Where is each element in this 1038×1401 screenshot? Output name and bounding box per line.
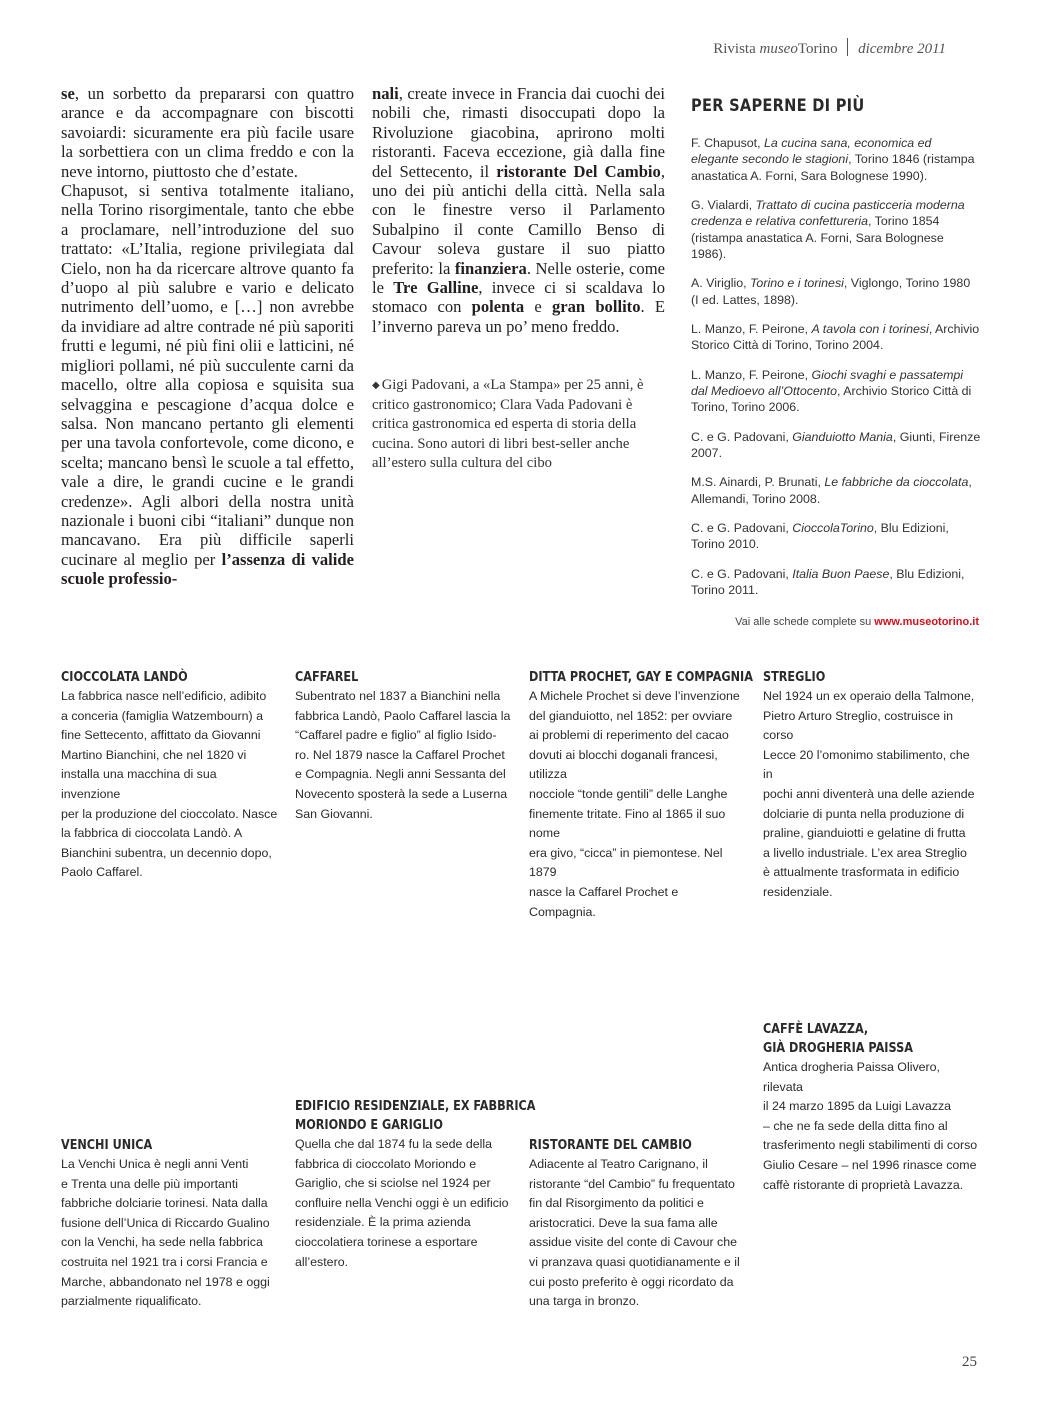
entry-text-line: Subentrato nel 1837 a Bianchini nella: [295, 689, 501, 703]
entry-text-line: La fabbrica nasce nell’edificio, adibito: [61, 689, 267, 703]
entry-text-line: nocciole “tonde gentili” delle Langhe: [529, 786, 728, 801]
entry-text-line: Paolo Caffarel.: [61, 865, 143, 880]
entry-text-line: del gianduiotto, nel 1852: per ovviare: [529, 708, 733, 723]
entry-ristorante-del-cambio: [529, 1136, 747, 1312]
references-title: PER SAPERNE DI PIÙ: [691, 96, 865, 116]
entry-text-line: cui posto preferito è oggi ricordato da: [529, 1274, 734, 1289]
entry-venchi-unica: [61, 1136, 279, 1312]
entry-text-line: assidue visite del conte di Cavour che: [529, 1235, 738, 1250]
entry-text-line: pochi anni diventerà una delle aziende: [763, 786, 975, 801]
entry-text-line: caffè ristorante di proprietà Lavazza.: [763, 1177, 964, 1192]
entry-text-line: è attualmente trasformata in edificio: [763, 865, 960, 880]
entry-text-line: era givo, “cicca” in piemontese. Nel 1879: [529, 845, 723, 880]
entry-text-line: Quella che dal 1874 fu la sede della: [295, 1137, 493, 1151]
entry-text-line: Novecento sposterà la sede a Luserna: [295, 786, 508, 801]
entry-text-line: La Venchi Unica è negli anni Venti: [61, 1157, 249, 1171]
running-header: [713, 38, 946, 58]
article-column-2: nali, create invece in Francia dai cuochi dei nobili che, rimasti disoccupati dopo la Rivoluzione giacobina, aprirono molti ristoranti. Faceva eccezione, già dalla fine del Settecento, il ristorante Del Cambio, uno dei più antichi della città. Nella sala con le finestre verso il Parlamento Subalpino il conte Camillo Benso di Cavour soleva gustare il suo piatto preferito: la finanziera. Nelle osterie, come le Tre Galline, invece ci si scaldava lo stomaco con polenta e gran bollito. E l’inverno pareva un po’ meno freddo.: [372, 84, 666, 336]
reference-item: F. Chapusot, La cucina sana, economica ed elegante secondo le stagioni, Torino 1846 (ristampa anastatica A. Forni, Sara Bolognese 1990).: [691, 136, 975, 183]
entry-text-line: all’estero.: [295, 1254, 349, 1269]
entry-title: CAFFÈ LAVAZZA,: [763, 1022, 869, 1037]
entry-ditta-prochet: [529, 668, 753, 922]
entry-text-line: una targa in bronzo.: [529, 1294, 640, 1309]
entry-text-line: e Trenta una delle più importanti: [61, 1176, 239, 1191]
entry-text-line: ai problemi di reperimento del cacao: [529, 728, 729, 743]
bold-phrase: l’assenza di valide scuole professio-: [61, 549, 354, 589]
entry-title: GIÀ DROGHERIA PAISSA: [763, 1041, 913, 1056]
author-note-text: Gigi Padovani, a «La Stampa» per 25 anni, è critico gastronomico; Clara Vada Padovani è critica gastronomica ed esperta di storia della cucina. Sono autori di libri best-seller anche all’estero sulla cultura del cibo: [372, 377, 644, 472]
bold-phrase: ristorante Del Cambio: [496, 161, 661, 181]
entry-title: DITTA PROCHET, GAY E COMPAGNIA: [529, 670, 753, 685]
bold-phrase: se: [61, 84, 75, 103]
entry-title: RISTORANTE DEL CAMBIO: [529, 1138, 692, 1153]
magazine-name: Rivista: [713, 41, 756, 57]
issue-date: dicembre 2011: [858, 41, 946, 57]
entry-text-line: vi pranzava quasi quotidianamente e il: [529, 1254, 740, 1269]
entry-text-line: Antica drogheria Paissa Olivero, rilevata: [763, 1060, 940, 1094]
diamond-icon: ◆: [372, 380, 380, 391]
entry-text-line: Pietro Arturo Streglio, costruisce in corso: [763, 708, 954, 743]
author-note: [372, 376, 662, 474]
entry-text-line: installa una macchina di sua invenzione: [61, 767, 217, 801]
entry-text-line: “Caffarel padre e figlio” al figlio Isido-: [295, 728, 497, 743]
entry-text-line: e Compagnia. Negli anni Sessanta del: [295, 767, 506, 782]
website-note-text: Vai alle schede complete su: [735, 616, 875, 628]
entry-text-line: San Giovanni.: [295, 806, 373, 821]
entry-text-line: cioccolatiera torinese a esportare: [295, 1234, 478, 1249]
entry-cioccolata-lando: [61, 668, 279, 883]
entry-text-line: per la produzione del cioccolato. Nasce: [61, 806, 278, 821]
entry-text-line: ristorante “del Cambio” fu frequentato: [529, 1176, 735, 1191]
entry-text-line: a conceria (famiglia Watzembourn) a: [61, 708, 264, 723]
entry-text-line: trasferimento negli stabilimenti di corso: [763, 1138, 978, 1153]
entry-text-line: fine Settecento, affittato da Giovanni: [61, 728, 261, 743]
reference-item: A. Viriglio, Torino e i torinesi, Viglongo, Torino 1980 (I ed. Lattes, 1898).: [691, 276, 971, 307]
entry-text-line: A Michele Prochet si deve l’invenzione: [529, 689, 740, 703]
entry-title: CAFFAREL: [295, 670, 359, 685]
reference-item: C. e G. Padovani, Gianduiotto Mania, Giunti, Firenze 2007.: [691, 429, 981, 461]
entry-text-line: fusione dell’Unica di Riccardo Gualino: [61, 1215, 270, 1230]
entry-text-line: fin dal Risorgimento da politici e: [529, 1196, 704, 1211]
entry-title: CIOCCOLATA LANDÒ: [61, 670, 188, 685]
entry-text-line: la fabbrica di cioccolata Landò. A: [61, 826, 243, 841]
page-number: 25: [962, 1354, 977, 1370]
entry-text-line: dovuti ai blocchi doganali francesi, utilizza: [529, 747, 718, 782]
entry-caffe-lavazza: [763, 1020, 981, 1195]
website-note: [691, 616, 979, 628]
entry-text-line: il 24 marzo 1895 da Luigi Lavazza: [763, 1099, 952, 1114]
entry-text-line: Adiacente al Teatro Carignano, il: [529, 1157, 708, 1171]
entry-text-line: costruita nel 1921 tra i corsi Francia e: [61, 1254, 268, 1269]
entry-text-line: con la Venchi, ha sede nella fabbrica: [61, 1235, 263, 1250]
bold-phrase: finanziera: [454, 258, 527, 278]
references-list: [691, 135, 981, 598]
bold-phrase: polenta: [471, 297, 525, 317]
entry-title: STREGLIO: [763, 670, 826, 685]
reference-item: G. Vialardi, Trattato di cucina pasticceria moderna credenza e relativa confettureria, Torino 1854 (ristampa anastatica A. Forni, Sara Bolognese 1986).: [691, 198, 965, 262]
entry-text-line: – che ne fa sede della ditta fino al: [763, 1118, 948, 1133]
entry-text-line: a livello industriale. L’ex area Streglio: [763, 845, 967, 860]
article-column-1: se, un sorbetto da prepararsi con quattro arance e da accompagnare con biscotti savoiardi: sicuramente era più facile usare la sorbettiera con un clima freddo e con la neve intorno, piuttosto che d’estate. Chapusot, si sentiva totalmente italiano, nella Torino risorgimentale, tanto che ebbe a proclamare, nell’introduzione del suo trattato: «L’Italia, regione privilegiata dal Cielo, non ha da ricercare altrove quanto fa d’uopo al più salubre e vario e delicato nutrimento dell’uomo, e […] non avrebbe da invidiare ad altre contrade né più saporiti frutti e legumi, né più fini olii e latticini, né migliori pollami, né più succulente carni da macello, oltre alla copiosa e squisita sua selvaggina e pescagione d’acqua dolce e salsa. Non mancano pertanto gli elementi per una tavola confortevole, come dicono, e scelta; mancano bensì le scuole a tal effetto, vale a dire, le grandi cucine e le grandi credenze». Agli albori della nostra unità nazionale i buoni cibi “italiani” dunque non mancavano. Era più difficile saperli cucinare al meglio per l’assenza di valide scuole professio-: [61, 84, 354, 589]
bold-phrase: nali: [372, 84, 399, 103]
reference-item: C. e G. Padovani, CioccolaTorino, Blu Edizioni, Torino 2010.: [691, 520, 949, 552]
entry-text-line: Martino Bianchini, che nel 1820 vi: [61, 747, 247, 762]
entry-text-line: nasce la Caffarel Prochet e Compagnia.: [529, 884, 679, 919]
entry-text-line: confluire nella Venchi oggi è un edificio: [295, 1195, 509, 1210]
entry-text-line: Gariglio, che si sciolse nel 1924 per: [295, 1176, 491, 1191]
reference-item: L. Manzo, F. Peirone, Giochi svaghi e passatempi dal Medioevo all’Ottocento, Archivio Storico Città di Torino, Torino 2006.: [691, 367, 972, 415]
reference-item: M.S. Ainardi, P. Brunati, Le fabbriche da cioccolata, Allemandi, Torino 2008.: [691, 475, 972, 506]
bold-phrase: gran bollito: [551, 297, 641, 317]
entry-title: MORIONDO E GARIGLIO: [295, 1118, 443, 1133]
entry-text-line: fabbriche dolciarie torinesi. Nata dalla: [61, 1196, 268, 1211]
header-divider: [847, 38, 848, 56]
entry-text-line: residenziale.: [763, 884, 833, 899]
entry-text-line: fabbrica di cioccolato Moriondo e: [295, 1156, 477, 1171]
entry-text-line: finemente tritate. Fino al 1865 il suo nome: [529, 806, 726, 841]
entry-text-line: residenziale. È la prima azienda: [295, 1215, 471, 1230]
website-link[interactable]: www.museotorino.it: [874, 616, 979, 628]
references-box: [691, 96, 981, 611]
entry-caffarel: [295, 668, 513, 824]
entry-text-line: Bianchini subentra, un decennio dopo,: [61, 845, 272, 860]
entry-title: EDIFICIO RESIDENZIALE, EX FABBRICA: [295, 1099, 536, 1114]
entry-text-line: Lecce 20 l’omonimo stabilimento, che in: [763, 747, 970, 782]
entry-moriondo-gariglio: [295, 1097, 536, 1272]
entry-text-line: aristocratici. Deve la sua fama alle: [529, 1215, 718, 1230]
entry-text-line: Marche, abbandonato nel 1978 e oggi: [61, 1274, 270, 1289]
entry-title: VENCHI UNICA: [61, 1138, 153, 1153]
entry-text-line: fabbrica Landò, Paolo Caffarel lascia la: [295, 708, 511, 723]
reference-item: C. e G. Padovani, Italia Buon Paese, Blu Edizioni, Torino 2011.: [691, 566, 965, 597]
entry-text-line: praline, gianduiotti e gelatine di frutta: [763, 826, 966, 841]
entry-text-line: Nel 1924 un ex operaio della Talmone,: [763, 689, 975, 703]
entry-text-line: Giulio Cesare – nel 1996 rinasce come: [763, 1157, 977, 1172]
entry-text-line: ro. Nel 1879 nasce la Caffarel Prochet: [295, 747, 505, 762]
reference-item: L. Manzo, F. Peirone, A tavola con i torinesi, Archivio Storico Città di Torino, Torino 2004.: [691, 322, 980, 353]
entry-streglio: [763, 668, 981, 903]
entry-text-line: parzialmente riqualificato.: [61, 1294, 202, 1309]
magazine-name-italic: museo: [759, 41, 798, 57]
bold-phrase: Tre Galline: [393, 278, 479, 298]
entry-text-line: dolciarie di punta nella produzione di: [763, 806, 965, 821]
magazine-name-rest: Torino: [797, 41, 838, 57]
